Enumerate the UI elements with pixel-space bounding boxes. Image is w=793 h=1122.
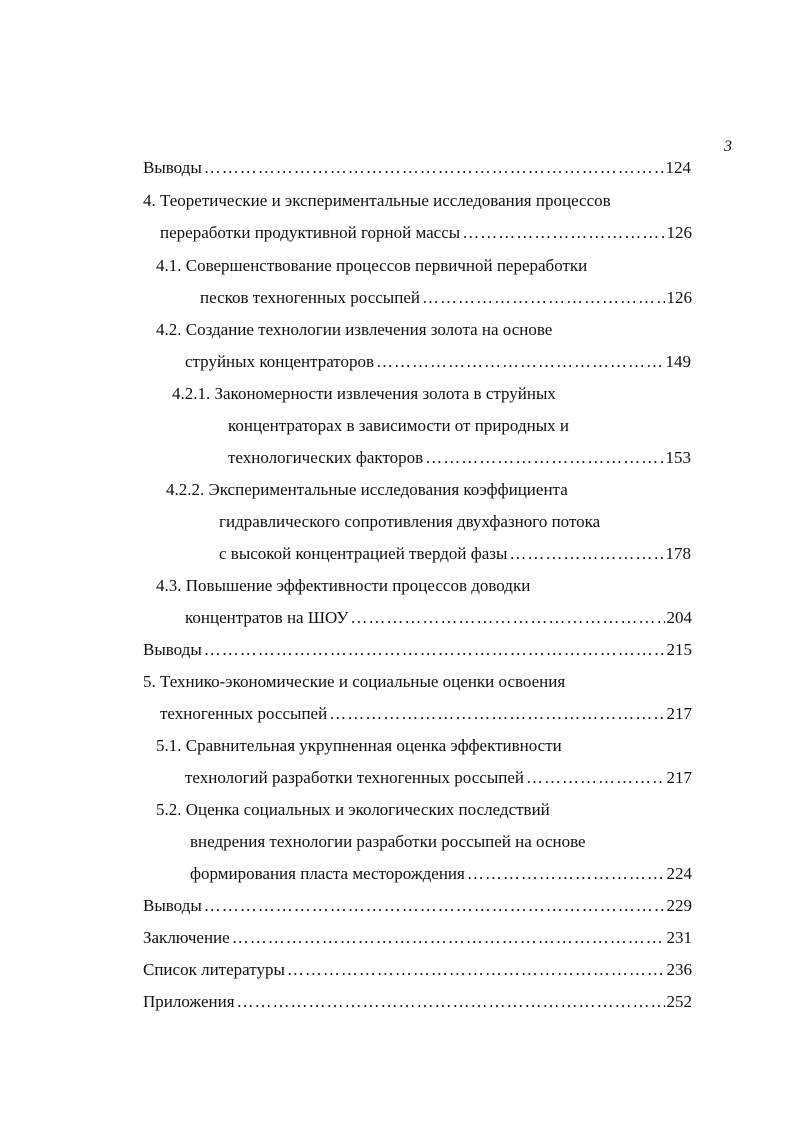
toc-entry-title: концентраторах в зависимости от природных и	[228, 416, 569, 435]
toc-leader-dots	[422, 287, 665, 309]
toc-entry-page: 149	[665, 352, 691, 371]
toc-entry-title: 4.2.2. Экспериментальные исследования коэффициента	[166, 480, 568, 499]
toc-entry-title: техногенных россыпей	[160, 704, 328, 723]
toc-entry-title: струйных концентраторов	[185, 352, 375, 371]
toc-entry-title: 5.1. Сравнительная укрупненная оценка эффективности	[156, 736, 562, 755]
toc-leader-dots	[376, 351, 663, 373]
toc-entry-section-4-2-1-title	[172, 383, 556, 405]
toc-entry-section-4-2	[185, 351, 691, 373]
toc-entry-page: 124	[665, 158, 691, 177]
toc-entry-title: 4.2.1. Закономерности извлечения золота в струйных	[172, 384, 556, 403]
toc-entry-conclusions-124	[143, 157, 691, 179]
toc-entry-title: Выводы	[143, 158, 202, 177]
toc-entry-chapter-4	[160, 222, 692, 244]
toc-entry-title: 5.2. Оценка социальных и экологических последствий	[156, 800, 550, 819]
toc-entry-section-4-2-2	[219, 543, 691, 565]
toc-entry-page: 126	[666, 288, 692, 307]
toc-entry-page: 252	[666, 992, 692, 1011]
toc-entry-page: 178	[665, 544, 691, 563]
toc-entry-page: 215	[666, 640, 692, 659]
toc-entry-title: Приложения	[143, 992, 235, 1011]
toc-entry-title: технологий разработки техногенных россыпей	[185, 768, 524, 787]
toc-entry-references	[143, 959, 692, 981]
toc-entry-section-5-2	[190, 863, 692, 885]
toc-entry-section-5-2-title-cont	[190, 831, 586, 853]
toc-entry-title: 4.1. Совершенствование процессов первичной переработки	[156, 256, 588, 275]
toc-leader-dots	[232, 927, 665, 949]
toc-entry-section-4-3	[185, 607, 692, 629]
toc-entry-section-4-2-2-title-cont	[219, 511, 600, 533]
toc-entry-section-5-1-title	[156, 735, 562, 757]
toc-entry-title: 4. Теоретические и экспериментальные исследования процессов	[143, 191, 611, 210]
toc-entry-chapter-4-title	[143, 190, 611, 212]
toc-leader-dots	[287, 959, 665, 981]
toc-entry-appendices	[143, 991, 692, 1013]
toc-entry-title: 5. Технико-экономические и социальные оценки освоения	[143, 672, 566, 691]
toc-entry-title: гидравлического сопротивления двухфазного потока	[219, 512, 601, 531]
toc-entry-title: 4.3. Повышение эффективности процессов доводки	[156, 576, 531, 595]
toc-entry-section-4-1-title	[156, 255, 587, 277]
toc-entry-section-4-2-1	[228, 447, 691, 469]
toc-entry-section-4-3-title	[156, 575, 530, 597]
toc-entry-page: 217	[666, 704, 692, 723]
toc-leader-dots	[329, 703, 664, 725]
toc-entry-page: 229	[666, 896, 692, 915]
toc-entry-title: формирования пласта месторождения	[190, 864, 465, 883]
toc-entry-page: 231	[666, 928, 692, 947]
toc-entry-page: 126	[666, 223, 692, 242]
toc-entry-section-5-1	[185, 767, 692, 789]
toc-leader-dots	[467, 863, 665, 885]
toc-leader-dots	[350, 607, 664, 629]
toc-entry-chapter-5	[160, 703, 692, 725]
toc-leader-dots	[204, 895, 665, 917]
toc-leader-dots	[509, 543, 663, 565]
toc-entry-section-4-2-title	[156, 319, 552, 341]
page-number: 3	[724, 138, 732, 155]
toc-entry-section-4-1	[200, 287, 692, 309]
toc-entry-title: Список литературы	[143, 960, 285, 979]
toc-entry-chapter-5-title	[143, 671, 565, 693]
toc-leader-dots	[237, 991, 665, 1013]
toc-entry-title: внедрения технологии разработки россыпей на основе	[190, 832, 586, 851]
toc-entry-summary	[143, 927, 692, 949]
toc-entry-title: технологических факторов	[228, 448, 424, 467]
toc-entry-page: 204	[666, 608, 692, 627]
toc-entry-section-4-2-2-title	[166, 479, 568, 501]
toc-leader-dots	[526, 767, 665, 789]
toc-entry-title: Выводы	[143, 640, 202, 659]
toc-entry-title: переработки продуктивной горной массы	[160, 223, 461, 242]
toc-entry-title: Заключение	[143, 928, 230, 947]
toc-leader-dots	[425, 447, 663, 469]
toc-entry-page: 224	[666, 864, 692, 883]
toc-entry-page: 236	[666, 960, 692, 979]
toc-entry-title: Выводы	[143, 896, 202, 915]
toc-entry-title: песков техногенных россыпей	[200, 288, 420, 307]
toc-entry-page: 217	[666, 768, 692, 787]
toc-leader-dots	[204, 639, 665, 661]
toc-entry-conclusions-229	[143, 895, 692, 917]
toc-entry-conclusions-215	[143, 639, 692, 661]
toc-entry-title: концентратов на ШОУ	[185, 608, 349, 627]
toc-entry-section-4-2-1-title-cont	[228, 415, 569, 437]
toc-entry-section-5-2-title	[156, 799, 550, 821]
toc-entry-page: 153	[665, 448, 691, 467]
toc-entry-title: 4.2. Создание технологии извлечения золота на основе	[156, 320, 553, 339]
toc-leader-dots	[204, 157, 664, 179]
toc-entry-title: с высокой концентрацией твердой фазы	[219, 544, 508, 563]
toc-leader-dots	[462, 222, 664, 244]
